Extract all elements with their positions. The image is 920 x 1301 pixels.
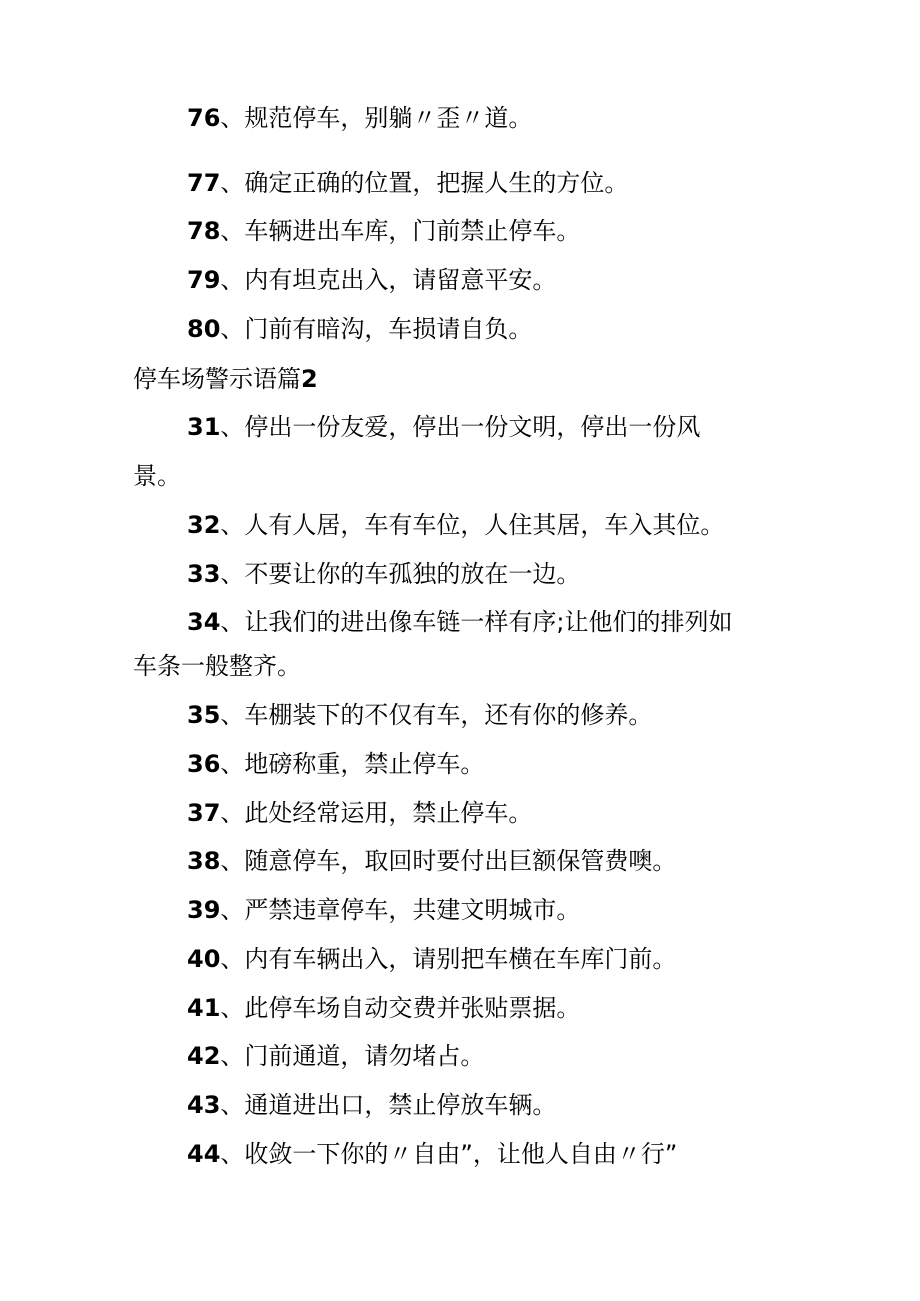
item-text: 、人有人居，车有车位，人住其居，车入其位。 — [220, 511, 725, 539]
item-text: 、此处经常运用，禁止停车。 — [220, 799, 533, 827]
item-text: 、此停车场自动交费并张贴票据。 — [220, 994, 581, 1022]
list-item — [0, 168, 920, 198]
list-item — [0, 1041, 920, 1071]
list-item — [0, 1139, 920, 1169]
item-text: 、严禁违章停车，共建文明城市。 — [220, 896, 581, 924]
item-number: 36 — [187, 750, 221, 778]
section-heading — [0, 364, 920, 394]
item-number: 40 — [187, 945, 221, 973]
list-item-continuation — [0, 651, 920, 681]
list-item — [0, 412, 920, 442]
item-text: 、地磅称重，禁止停车。 — [220, 750, 485, 778]
section-title: 停车场警示语篇 — [133, 365, 301, 393]
item-number: 79 — [187, 266, 221, 294]
item-number: 76 — [187, 104, 221, 132]
list-item — [0, 1090, 920, 1120]
item-number: 38 — [187, 847, 221, 875]
item-text: 、不要让你的车孤独的放在一边。 — [220, 560, 581, 588]
item-text: 、门前有暗沟，车损请自负。 — [220, 315, 533, 343]
item-text: 车条一般整齐。 — [133, 652, 301, 680]
list-item — [0, 265, 920, 295]
list-item — [0, 216, 920, 246]
list-item — [0, 559, 920, 589]
item-text: 、规范停车，别躺〃歪〃道。 — [220, 104, 533, 132]
item-number: 78 — [187, 217, 221, 245]
item-number: 39 — [187, 896, 221, 924]
item-number: 31 — [187, 413, 221, 441]
item-text: 、随意停车，取回时要付出巨额保管费噢。 — [220, 847, 677, 875]
list-item — [0, 700, 920, 730]
item-text: 、车棚装下的不仅有车，还有你的修养。 — [220, 701, 653, 729]
item-number: 33 — [187, 560, 221, 588]
item-number: 77 — [187, 169, 221, 197]
item-text: 、收敛一下你的〃自由”，让他人自由〃行” — [220, 1140, 678, 1168]
list-item — [0, 607, 920, 637]
item-number: 32 — [187, 511, 221, 539]
list-item — [0, 314, 920, 344]
list-item — [0, 103, 920, 133]
list-item — [0, 944, 920, 974]
list-item — [0, 846, 920, 876]
list-item — [0, 993, 920, 1023]
item-text: 、车辆进出车库，门前禁止停车。 — [220, 217, 581, 245]
item-number: 43 — [187, 1091, 221, 1119]
section-number: 2 — [301, 365, 318, 393]
item-number: 35 — [187, 701, 221, 729]
item-text: 、确定正确的位置，把握人生的方位。 — [220, 169, 629, 197]
item-text: 、门前通道，请勿堵占。 — [220, 1042, 485, 1070]
list-item — [0, 895, 920, 925]
item-text: 、让我们的进出像车链一样有序;让他们的排列如 — [220, 608, 733, 636]
item-text: 景。 — [133, 462, 181, 490]
item-number: 37 — [187, 799, 221, 827]
list-item — [0, 798, 920, 828]
list-item — [0, 749, 920, 779]
item-number: 42 — [187, 1042, 221, 1070]
item-text: 、内有车辆出入，请别把车横在车库门前。 — [220, 945, 677, 973]
list-item — [0, 510, 920, 540]
item-text: 、内有坦克出入，请留意平安。 — [220, 266, 557, 294]
item-text: 、停出一份友爱，停出一份文明，停出一份风 — [220, 413, 701, 441]
item-number: 80 — [187, 315, 221, 343]
item-number: 41 — [187, 994, 221, 1022]
item-number: 34 — [187, 608, 221, 636]
item-number: 44 — [187, 1140, 221, 1168]
item-text: 、通道进出口，禁止停放车辆。 — [220, 1091, 557, 1119]
list-item-continuation — [0, 461, 920, 491]
